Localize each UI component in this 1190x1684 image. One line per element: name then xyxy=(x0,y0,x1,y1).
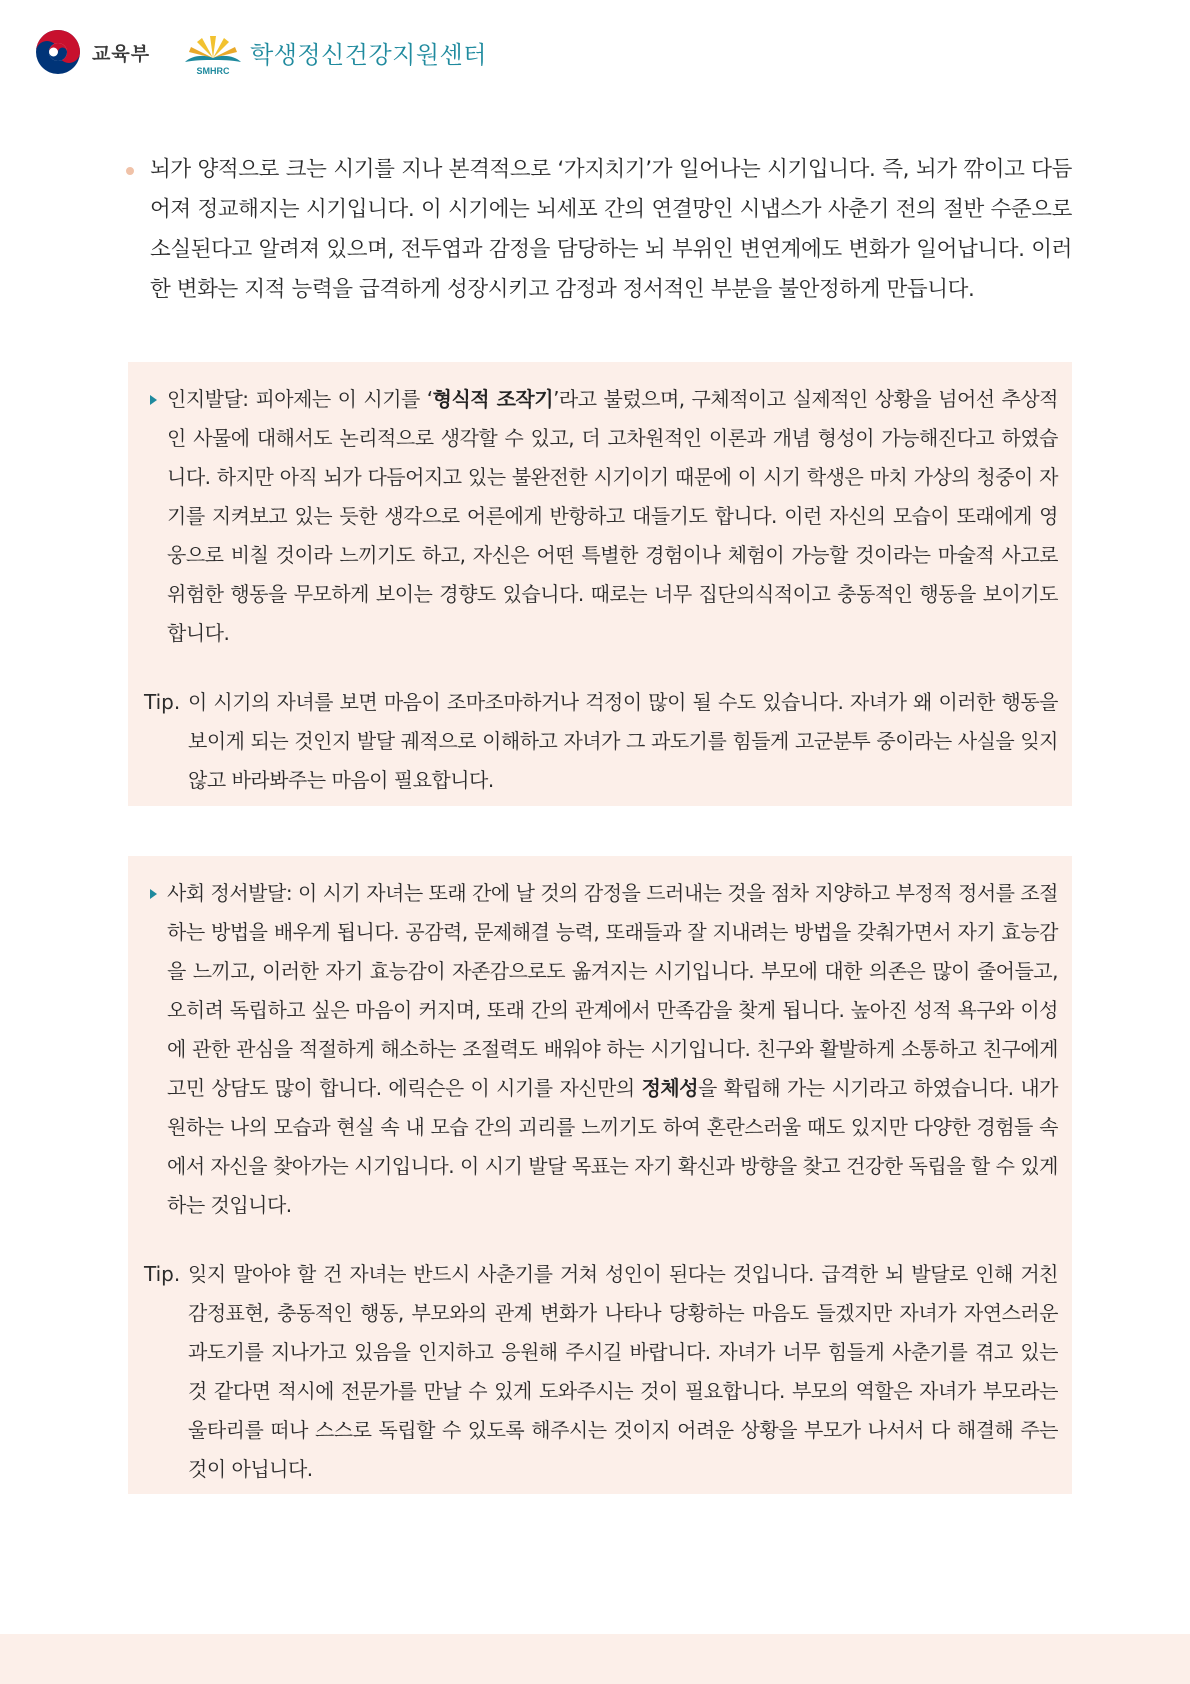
moe-logo-text: 교육부 xyxy=(92,42,151,65)
formal-operational-term: 형식적 조작기 xyxy=(432,387,554,411)
page-header xyxy=(34,24,487,80)
social-text xyxy=(167,874,1058,1225)
social-tip xyxy=(144,1255,1058,1489)
tip-label: Tip. xyxy=(144,690,181,714)
cognitive-text-after: ’라고 불렀으며, 구체적이고 실제적인 상황을 넘어선 추상적인 사물에 대해서도 논리적으로 생각할 수 있고, 더 고차원적인 이론과 개념 형성이 가능해진다고 하였습니다. 하지만 아직 뇌가 다듬어지고 있는 불완전한 시기이기 때문에 이 시기 학생은 마치 가상의 청중이 자기를 지켜보고 있는 듯한 생각으로 어른에게 반항하고 대들기도 합니다. 이런 자신의 모습이 또래에게 영웅으로 비칠 것이라 느끼기도 하고, 자신은 어떤 특별한 경험이나 체험이 가능할 것이라는 마술적 사고로 위험한 행동을 무모하게 보이는 경향도 있습니다. 때로는 너무 집단의식적이고 충동적인 행동을 보이기도 합니다. xyxy=(167,387,1058,645)
smhrc-name: 학생정신건강지원센터 xyxy=(250,40,487,69)
social-tip-text: 잊지 말아야 할 건 자녀는 반드시 사춘기를 거쳐 성인이 된다는 것입니다. 급격한 뇌 발달로 인해 거친 감정표현, 충동적인 행동, 부모와의 관계 변화가 나타나 당황하는 마음도 들겠지만 자녀가 자연스러운 과도기를 지나가고 있음을 인지하고 응원해 주시길 바랍니다. 자녀가 너무 힘들게 사춘기를 겪고 있는 것 같다면 적시에 전문가를 만날 수 있게 도와주시는 것이 필요합니다. 부모의 역할은 자녀가 부모라는 울타리를 떠나 스스로 독립할 수 있도록 해주시는 것이지 어려운 상황을 부모가 나서서 다 해결해 주는 것이 아닙니다. xyxy=(188,1262,1058,1481)
smhrc-abbr: SMHRC xyxy=(196,66,230,76)
tip-label: Tip. xyxy=(144,1262,181,1286)
cognitive-text-before: 인지발달: 피아제는 이 시기를 ‘ xyxy=(167,387,433,411)
social-text-after: 을 확립해 가는 시기라고 하였습니다. 내가 원하는 나의 모습과 현실 속 내 모습 간의 괴리를 느끼기도 하여 혼란스러울 때도 있지만 다양한 경험들 속에서 자신을 찾아가는 시기입니다. 이 시기 발달 목표는 자기 확신과 방향을 찾고 건강한 독립을 할 수 있게 하는 것입니다. xyxy=(167,1076,1058,1217)
identity-term: 정체성 xyxy=(641,1076,699,1100)
intro-paragraph xyxy=(126,150,1072,310)
sunburst-leaf-icon xyxy=(182,28,244,76)
social-item xyxy=(144,874,1058,1225)
taegeuk-emblem-icon xyxy=(34,28,82,76)
social-text-before: 사회 정서발달: 이 시기 자녀는 또래 간에 날 것의 감정을 드러내는 것을 점차 지양하고 부정적 정서를 조절하는 방법을 배우게 됩니다. 공감력, 문제해결 능력, 또래들과 잘 지내려는 방법을 갖춰가면서 자기 효능감을 느끼고, 이러한 자기 효능감이 자존감으로도 옮겨지는 시기입니다. 부모에 대한 의존은 많이 줄어들고, 오히려 독립하고 싶은 마음이 커지며, 또래 간의 관계에서 만족감을 찾게 됩니다. 높아진 성적 욕구와 이성에 관한 관심을 적절하게 해소하는 조절력도 배워야 하는 시기입니다. 친구와 활발하게 소통하고 친구에게 고민 상담도 많이 합니다. 에릭슨은 이 시기를 자신만의 xyxy=(167,881,1058,1100)
triangle-bullet-icon xyxy=(150,889,157,899)
smhrc-logo xyxy=(182,28,487,76)
cognitive-item xyxy=(144,380,1058,653)
intro-text: 뇌가 양적으로 크는 시기를 지나 본격적으로 ‘가지치기’가 일어나는 시기입니다. 즉, 뇌가 깎이고 다듬어져 정교해지는 시기입니다. 이 시기에는 뇌세포 간의 연결망인 시냅스가 사춘기 전의 절반 수준으로 소실된다고 알려져 있으며, 전두엽과 감정을 담당하는 뇌 부위인 변연계에도 변화가 일어납니다. 이러한 변화는 지적 능력을 급격하게 성장시키고 감정과 정서적인 부분을 불안정하게 만듭니다. xyxy=(150,157,1072,302)
moe-logo xyxy=(34,28,150,76)
footer-band xyxy=(0,1634,1190,1684)
cognitive-text xyxy=(167,380,1058,653)
triangle-bullet-icon xyxy=(150,395,157,405)
social-emotional-panel xyxy=(128,856,1072,1494)
bullet-dot-icon xyxy=(126,167,134,175)
cognitive-tip-text: 이 시기의 자녀를 보면 마음이 조마조마하거나 걱정이 많이 될 수도 있습니다. 자녀가 왜 이러한 행동을 보이게 되는 것인지 발달 궤적으로 이해하고 자녀가 그 과도기를 힘들게 고군분투 중이라는 사실을 잊지 않고 바라봐주는 마음이 필요합니다. xyxy=(188,690,1058,792)
cognitive-development-panel xyxy=(128,362,1072,806)
cognitive-tip xyxy=(144,683,1058,800)
